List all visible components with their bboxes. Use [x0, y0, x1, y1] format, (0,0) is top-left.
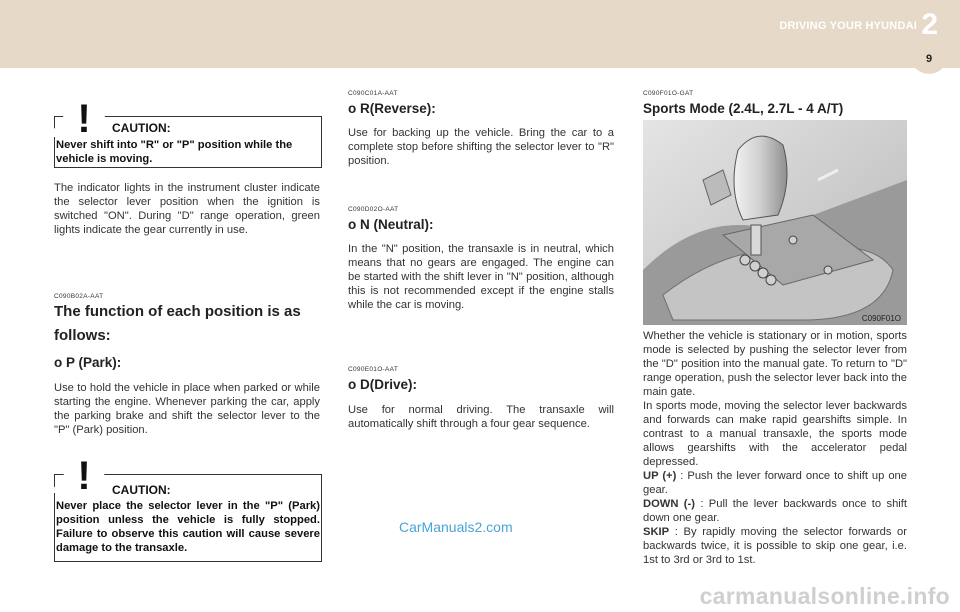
drive-title: o D(Drive):	[348, 377, 418, 392]
section-code: C090E01O-AAT	[348, 366, 399, 373]
caution-text: Never place the selector lever in the "P" (Park) position unless the vehicle is fully stopped. Failure to observe this caution will cause severe damage to the transaxle.	[56, 500, 320, 554]
sports-mode-title: Sports Mode (2.4L, 2.7L - 4 A/T)	[643, 101, 844, 116]
section-title: The function of each position is as follows:	[54, 303, 301, 344]
shift-lever-drawing	[643, 120, 907, 325]
watermark-link[interactable]: CarManuals2.com	[399, 519, 513, 535]
page-header	[0, 0, 960, 68]
up-text: : Push the lever forward once to shift up one gear.	[643, 470, 908, 496]
page-number: 9	[910, 46, 948, 74]
caution-heading: CAUTION:	[112, 121, 171, 135]
section-code: C090C01A-AAT	[348, 90, 398, 97]
park-paragraph: Use to hold the vehicle in place when parked or while starting the engine. Whenever parking the car, apply the parking brake and shift the selector lever to the "P" (Park) position.	[54, 382, 320, 436]
caution-text: Never shift into "R" or "P" position while the vehicle is moving.	[56, 139, 293, 165]
up-instruction	[643, 469, 907, 497]
warning-icon	[48, 88, 120, 138]
section-code: C090D02O-AAT	[348, 206, 399, 213]
skip-instruction	[643, 525, 907, 567]
figure-label: C090F01O	[861, 314, 901, 323]
drive-paragraph: Use for normal driving. The transaxle will automatically shift through a four gear sequence.	[348, 404, 614, 430]
neutral-title: o N (Neutral):	[348, 217, 434, 232]
sports-intro-paragraph: Whether the vehicle is stationary or in motion, sports mode is selected by pushing the selector lever from the "D" position into the manual gate. To return to "D" range operation, push the selector lever back into the main gate.	[643, 330, 907, 398]
footer-watermark: carmanualsonline.info	[699, 583, 950, 609]
caution-heading: CAUTION:	[112, 483, 171, 497]
warning-icon	[48, 445, 120, 495]
svg-text:!: !	[77, 454, 91, 495]
skip-label: SKIP	[643, 526, 670, 538]
reverse-paragraph: Use for backing up the vehicle. Bring the car to a complete stop before shifting the selector lever to "R" position.	[348, 127, 614, 167]
down-text: : Pull the lever backwards once to shift down one gear.	[643, 498, 907, 524]
indicator-paragraph: The indicator lights in the instrument cluster indicate the selector lever position when the ignition is switched "ON". During "D" range operation, green lights indicate the gear currently in use.	[54, 182, 320, 236]
park-title: o P (Park):	[54, 355, 122, 370]
down-instruction	[643, 497, 907, 525]
up-label: UP (+)	[643, 470, 677, 482]
down-label: DOWN (-)	[643, 498, 695, 510]
section-code: C090B02A-AAT	[54, 293, 104, 300]
header-title: DRIVING YOUR HYUNDAI	[779, 20, 917, 32]
sports-mode-paragraph: In sports mode, moving the selector lever backwards and forwards can make rapid gearshifts simple. In contrast to a manual transaxle, the sports mode allows gearshifts with the accelerator pedal depressed.	[643, 400, 907, 468]
svg-text:!: !	[77, 97, 91, 138]
section-code: C090F01O-GAT	[643, 90, 694, 97]
shift-lever-illustration	[643, 120, 907, 325]
skip-text: : By rapidly moving the selector forwards or backwards twice, it is possible to skip one gear, i.e. 1st to 3rd or 3rd to 1st.	[643, 526, 907, 566]
reverse-title: o R(Reverse):	[348, 101, 436, 116]
chapter-number: 2	[921, 8, 938, 41]
neutral-paragraph: In the "N" position, the transaxle is in neutral, which means that no gears are engaged. The engine can be started with the shift lever in "N" position, although this is not recommended except if the engine stalls while the car is moving.	[348, 243, 614, 311]
